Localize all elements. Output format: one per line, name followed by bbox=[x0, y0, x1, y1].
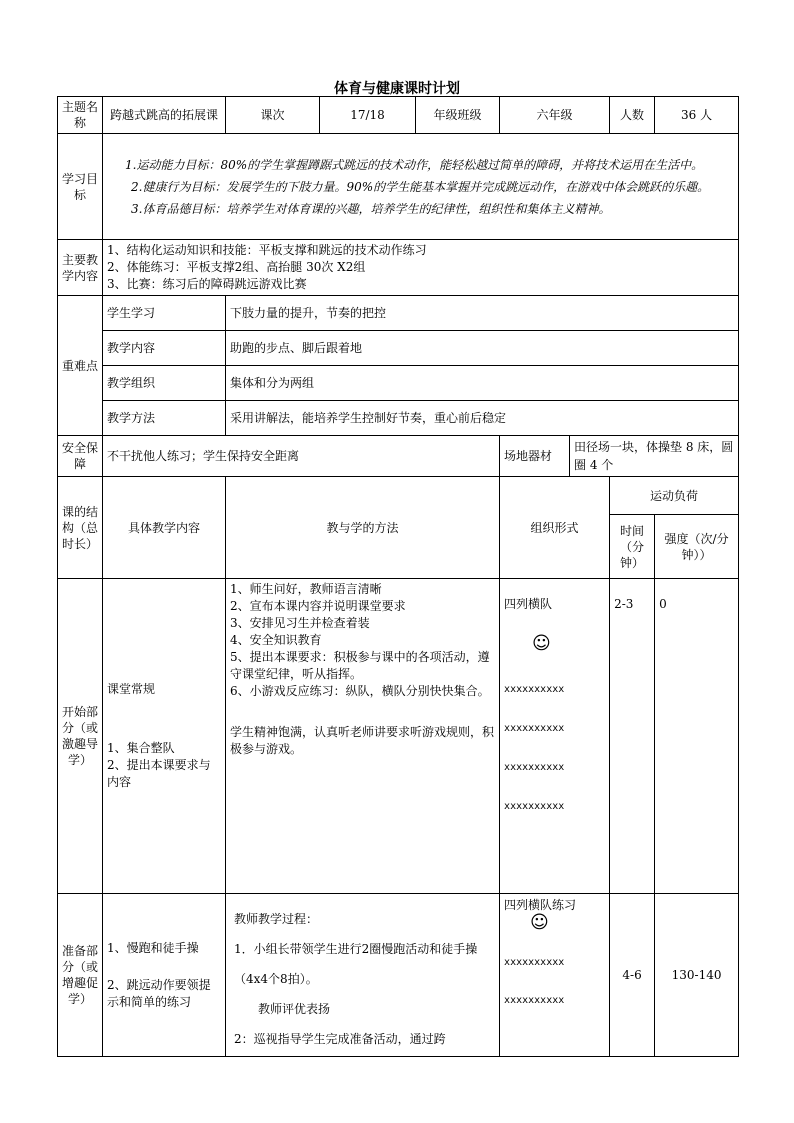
smiley-icon: ☺ bbox=[532, 633, 551, 654]
key-point-value: 下肢力量的提升，节奏的把控 bbox=[226, 296, 739, 331]
objectives-list bbox=[103, 134, 739, 240]
key-point-name: 教学方法 bbox=[103, 401, 226, 436]
safety-value: 不干扰他人练习；学生保持安全距离 bbox=[103, 436, 500, 477]
method-line: 教师评优表扬 bbox=[258, 1002, 331, 1016]
method-col-label: 教与学的方法 bbox=[226, 477, 500, 579]
formation-row: xxxxxxxxxx bbox=[504, 684, 565, 695]
prep-section-time: 4-6 bbox=[610, 894, 655, 1057]
method-line: 5、提出本课要求：积极参与课中的各项活动，遵守课堂纪律，听从指挥。 bbox=[230, 650, 490, 681]
method-line: 4、安全知识教育 bbox=[230, 633, 322, 647]
venue-label: 场地器材 bbox=[500, 436, 570, 477]
main-content-label: 主要教学内容 bbox=[58, 240, 103, 296]
safety-label: 安全保障 bbox=[58, 436, 103, 477]
objectives-row bbox=[58, 134, 739, 240]
objective-item: 2.健康行为目标：发展学生的下肢力量。90%的学生能基本掌握并完成跳远动作，在游戏中体会跳跃的乐趣。 bbox=[131, 179, 710, 194]
key-point-row bbox=[58, 401, 739, 436]
time-value: 2-3 bbox=[614, 597, 634, 611]
lesson-label: 课次 bbox=[226, 97, 320, 134]
content-line: 1、集合整队 bbox=[107, 741, 175, 755]
main-content-item: 3、比赛：练习后的障碍跳远游戏比赛 bbox=[107, 277, 307, 291]
content-col-label: 具体教学内容 bbox=[103, 477, 226, 579]
method-line: 2、宣布本课内容并说明课堂要求 bbox=[230, 599, 406, 613]
start-section-methods bbox=[226, 579, 500, 894]
key-point-name: 教学组织 bbox=[103, 366, 226, 401]
structure-col-label: 课的结构（总时长） bbox=[58, 477, 103, 579]
content-line: 2、提出本课要求与内容 bbox=[107, 758, 211, 789]
start-section-intensity bbox=[655, 579, 739, 894]
start-section-content bbox=[103, 579, 226, 894]
header-row bbox=[58, 97, 739, 134]
lesson-value: 17/18 bbox=[320, 97, 416, 134]
key-point-name: 教学内容 bbox=[103, 331, 226, 366]
topic-label: 主题名称 bbox=[58, 97, 103, 134]
content-line: 1、慢跑和徒手操 bbox=[107, 940, 199, 955]
objective-item: 3.体育品德目标：培养学生对体育课的兴趣，培养学生的纪律性，组织性和集体主义精神。 bbox=[131, 201, 611, 216]
prep-section-label: 准备部分（或增趣促学） bbox=[58, 894, 103, 1057]
main-content-row bbox=[58, 240, 739, 296]
start-section-time bbox=[610, 579, 655, 894]
formation-col-label: 组织形式 bbox=[500, 477, 610, 579]
method-line: 教师教学过程： bbox=[234, 912, 319, 926]
time-col-label: 时间（分钟） bbox=[610, 515, 655, 579]
formation-row: xxxxxxxxxx bbox=[504, 762, 565, 773]
key-point-value: 集体和分为两组 bbox=[226, 366, 739, 401]
page-title: 体育与健康课时计划 bbox=[334, 81, 460, 97]
smiley-icon: ☺ bbox=[530, 912, 549, 933]
topic-value: 跨越式跳高的拓展课 bbox=[103, 97, 226, 134]
formation-row: xxxxxxxxxx bbox=[504, 801, 565, 812]
venue-value: 田径场一块，体操垫 8 床，圆圈 4 个 bbox=[570, 436, 739, 477]
formation-row: xxxxxxxxxx bbox=[504, 995, 565, 1006]
formation-label: 四列横队练习 bbox=[504, 898, 577, 912]
start-section-row bbox=[58, 579, 739, 894]
load-col-label: 运动负荷 bbox=[610, 477, 739, 515]
intensity-col-label: 强度（次/分钟）） bbox=[655, 515, 739, 579]
key-point-row bbox=[58, 296, 739, 331]
key-point-row bbox=[58, 331, 739, 366]
grade-label: 年级班级 bbox=[416, 97, 500, 134]
main-content-item: 1、结构化运动知识和技能：平板支撑和跳远的技术动作练习 bbox=[107, 243, 427, 257]
structure-header-row bbox=[58, 477, 739, 515]
people-label: 人数 bbox=[610, 97, 655, 134]
key-point-name: 学生学习 bbox=[103, 296, 226, 331]
method-line: 1．小组长带领学生进行2圈慢跑活动和徒手操（4x4个8拍）。 bbox=[234, 942, 478, 986]
method-line: 1、师生问好，教师语言清晰 bbox=[230, 582, 382, 596]
lesson-plan-table bbox=[57, 96, 739, 1057]
content-line: 2、跳远动作要领提示和简单的练习 bbox=[107, 977, 211, 1009]
method-line: 学生精神饱满，认真听老师讲要求听游戏规则，积极参与游戏。 bbox=[230, 725, 495, 756]
intensity-value: 0 bbox=[659, 597, 667, 611]
key-point-value: 采用讲解法，能培养学生控制好节奏，重心前后稳定 bbox=[226, 401, 739, 436]
key-points-label: 重难点 bbox=[58, 296, 103, 436]
prep-section-intensity: 130-140 bbox=[655, 894, 739, 1057]
start-section-formation bbox=[500, 579, 610, 894]
main-content-list bbox=[103, 240, 739, 296]
start-section-label: 开始部分（或激趣导学） bbox=[58, 579, 103, 894]
safety-row bbox=[58, 436, 739, 477]
prep-section-methods bbox=[226, 894, 500, 1057]
key-point-value: 助跑的步点、脚后跟着地 bbox=[226, 331, 739, 366]
prep-section-row bbox=[58, 894, 739, 1057]
content-line: 课堂常规 bbox=[107, 682, 156, 696]
prep-section-formation bbox=[500, 894, 610, 1057]
grade-value: 六年级 bbox=[500, 97, 610, 134]
objectives-label: 学习目标 bbox=[58, 134, 103, 240]
key-point-row bbox=[58, 366, 739, 401]
formation-row: xxxxxxxxxx bbox=[504, 957, 565, 968]
objective-item: 1.运动能力目标：80%的学生掌握蹲踞式跳远的技术动作，能轻松越过简单的障碍，并将技术运用在生活中。 bbox=[125, 157, 704, 172]
main-content-item: 2、体能练习：平板支撑2组、高抬腿 30次 X2组 bbox=[107, 260, 366, 274]
people-value: 36 人 bbox=[655, 97, 739, 134]
method-line: 3、安排见习生并检查着装 bbox=[230, 616, 370, 630]
formation-row: xxxxxxxxxx bbox=[504, 723, 565, 734]
method-line: 2：巡视指导学生完成准备活动，通过跨 bbox=[234, 1032, 446, 1046]
formation-label: 四列横队 bbox=[504, 597, 553, 611]
method-line: 6、小游戏反应练习：纵队，横队分别快快集合。 bbox=[230, 684, 490, 698]
prep-section-content bbox=[103, 894, 226, 1057]
